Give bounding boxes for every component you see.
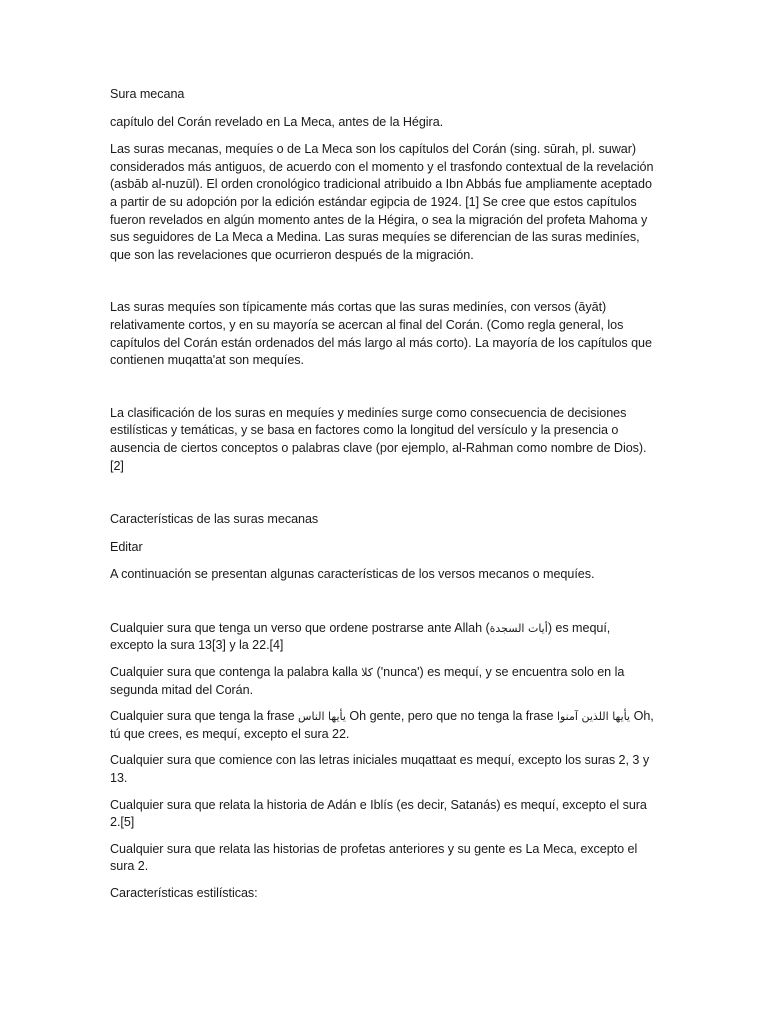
char3-arabic-2: يأيها اللذين آمنوا [556,710,631,724]
char1-arabic: أيات السجدة [489,621,548,635]
char3-middle: Oh gente, pero que no tenga la frase [345,709,557,724]
section-heading: Características de las suras mecanas [110,512,319,527]
intro-paragraph: Las suras mecanas, mequíes o de La Meca son los capítulos del Corán (sing. sūrah, pl. suwar) considerados más antiguos, de acuerdo con el momento y el trasfondo contextual de la revelación (asbāb al-nuzūl). El orden cronológico tradicional atribuido a Ibn Abbás fue ampliamente aceptado a partir de su adopción por la edición estándar egipcia de 1924. [1] Se cree que estos capítulos fueron revelados en algún momento antes de la Hégira, o sea la migración del profeta Mahoma y sus seguidores de La Meca a Medina. Las suras mequíes se diferencian de las suras mediníes, que son las revelaciones que ocurrieron después de la migración. [110,142,654,262]
characteristic-prophets: Cualquier sura que relata las historias de profetas anteriores y su gente es La Meca, excepto el sura 2. [110,841,638,874]
characteristic-prostration [110,620,655,655]
char3-arabic-1: يأيها الناس [298,710,346,724]
document-page [110,86,655,903]
characteristic-adam-iblis: Cualquier sura que relata la historia de Adán e Iblís (es decir, Satanás) es mequí, excepto el sura 2.[5] [110,797,647,830]
document-title: Sura mecana [110,87,185,101]
edit-link[interactable]: Editar [110,539,143,554]
char1-after: ) es mequí, excepto la sura 13[3] y la 22.[4] [110,620,611,653]
length-paragraph: Las suras mequíes son típicamente más cortas que las suras mediníes, con versos (āyāt) relativamente cortos, y en su mayoría se acercan al final del Corán. (Como regla general, los capítulos del Corán están ordenados del más largo al más corto). La mayoría de los capítulos que contienen muqatta'at son mequíes. [110,300,652,368]
stylistic-heading: Características estilísticas: [110,886,258,900]
classification-paragraph: La clasificación de los suras en mequíes y mediníes surge como consecuencia de decisiones estilísticas y temáticas, y se basa en factores como la longitud del versículo y la presencia o ausencia de ciertos conceptos o palabras clave (por ejemplo, al-Rahman como nombre de Dios). [2] [110,405,647,473]
char1-before: Cualquier sura que tenga un verso que ordene postrarse ante Allah ( [110,620,490,635]
characteristic-kalla [110,664,655,699]
char2-arabic: كلا [361,666,374,680]
document-subtitle: capítulo del Corán revelado en La Meca, antes de la Hégira. [110,114,444,129]
characteristic-phrase [110,708,655,743]
char3-before: Cualquier sura que tenga la frase [110,709,299,724]
char3-after: Oh, tú que crees, es mequí, excepto el sura 22. [110,709,654,741]
char2-after: ('nunca') es mequí, y se encuentra solo en la segunda mitad del Corán. [110,665,625,697]
characteristic-muqattaat: Cualquier sura que comience con las letras iniciales muqattaat es mequí, excepto los suras 2, 3 y 13. [110,753,650,786]
char2-before: Cualquier sura que contenga la palabra kalla [110,665,362,680]
section-intro: A continuación se presentan algunas características de los versos mecanos o mequíes. [110,567,595,582]
